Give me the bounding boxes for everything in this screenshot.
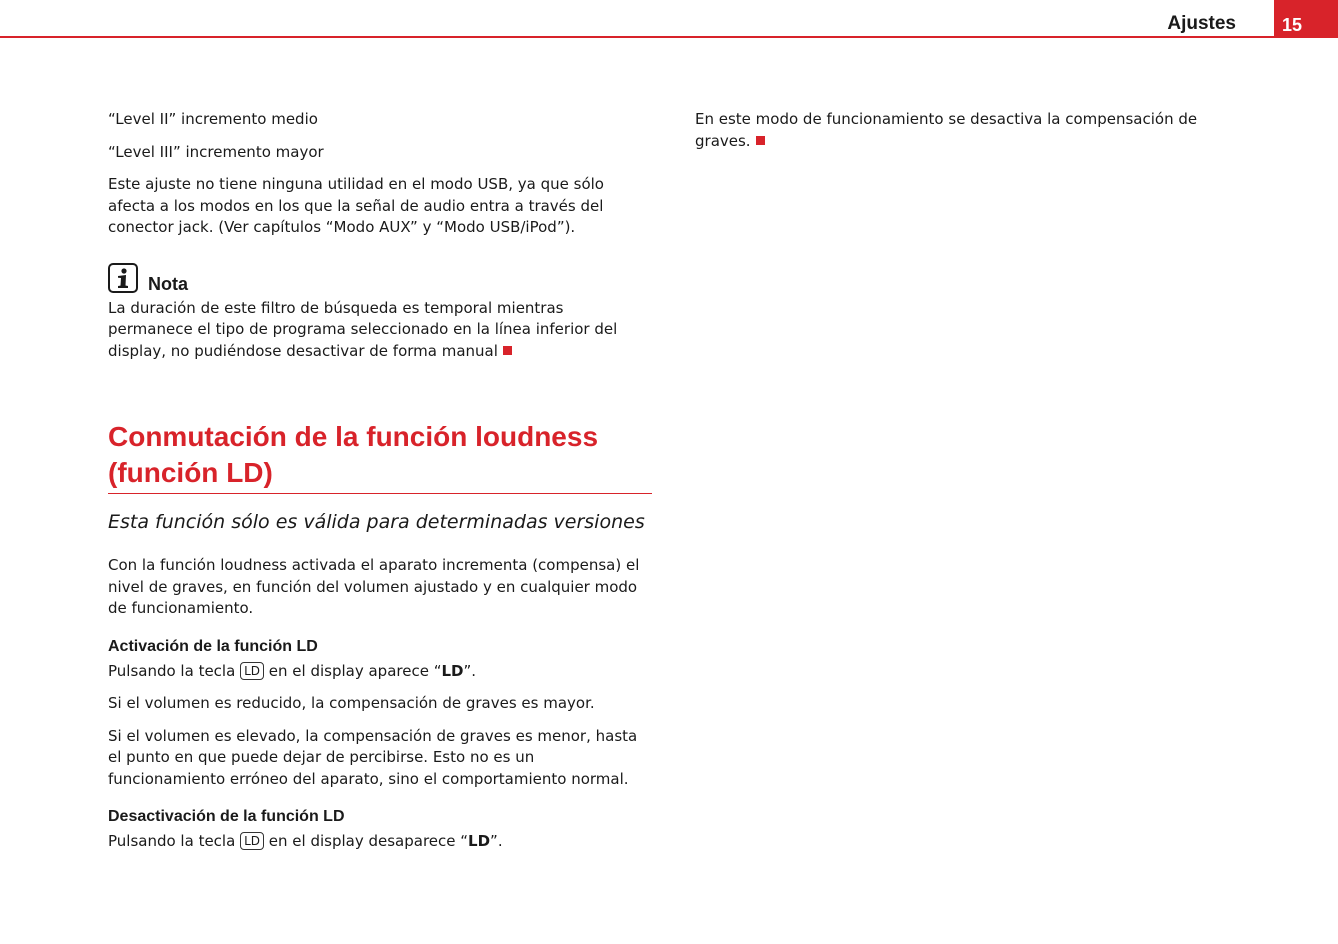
ld-key: LD [240,662,264,680]
header-rule [0,36,1338,38]
display-ld: LD [441,661,464,680]
section-intro: Con la función loudness activada el aparato incrementa (compensa) el nivel de graves, en función del volumen ajustado y en cualquier modo de funcionamiento. [108,556,640,617]
activation-heading: Activación de la función LD [108,637,318,655]
info-icon [108,263,138,293]
nota-text: La duración de este filtro de búsqueda es temporal mientras permanece el tipo de programa seleccionado en la línea inferior del display, no pudiéndose desactivar de forma manual [108,298,618,360]
usb-note-paragraph: Este ajuste no tiene ninguna utilidad en el modo USB, ya que sólo afecta a los modos en los que la señal de audio entra a través del conector jack. (Ver capítulos “Modo AUX” y “Modo USB/iPod”). [108,175,604,236]
nota-label: Nota [148,273,188,294]
page-number: 15 [1274,0,1338,38]
deactivation-heading: Desactivación de la función LD [108,808,345,825]
level-ii-line: “Level II” incremento medio [108,110,318,128]
section-title: Conmutación de la función loudness (función LD) [108,419,652,494]
end-marker [503,346,512,355]
nota-heading [108,263,652,293]
ld-key: LD [240,832,264,850]
end-marker [756,136,765,145]
display-ld: LD [468,832,491,850]
left-column [108,109,652,864]
deactivation-text: Pulsando la tecla LD en el display desaparece “LD”. [108,832,503,850]
section-subtitle: Esta función sólo es válida para determinadas versiones [108,511,645,533]
right-paragraph: En este modo de funcionamiento se desactiva la compensación de graves. [695,110,1198,150]
header-section-title: Ajustes [1167,13,1236,34]
activation-text: Pulsando la tecla LD en el display aparece “LD”. [108,661,477,680]
high-volume-paragraph: Si el volumen es elevado, la compensación de graves es menor, hasta el punto en que puede dejar de percibirse. Esto no es un funcionamiento erróneo del aparato, sino el comportamiento normal. [108,726,638,788]
level-iii-line: “Level III” incremento mayor [108,142,324,161]
low-volume-paragraph: Si el volumen es reducido, la compensación de graves es mayor. [108,694,595,712]
right-column [695,109,1255,163]
